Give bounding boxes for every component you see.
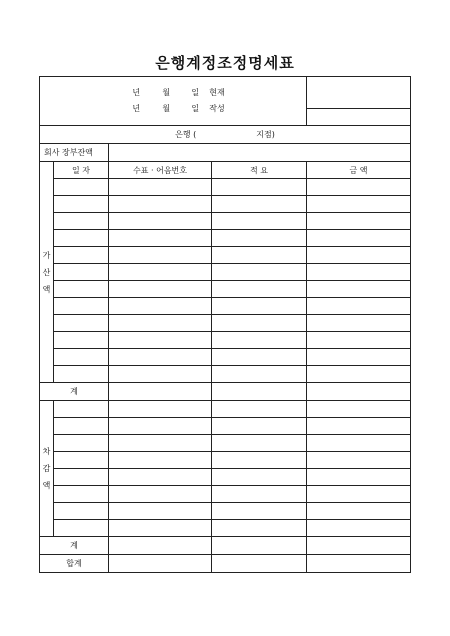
table-row xyxy=(40,298,411,315)
table-row xyxy=(40,520,411,537)
add-subtotal-label: 계 xyxy=(40,383,109,401)
table-row xyxy=(40,213,411,230)
col-description-header: 적 요 xyxy=(212,162,307,179)
deduct-section-label: 차 감 액 xyxy=(40,401,54,537)
reconciliation-form xyxy=(39,76,411,573)
table-row xyxy=(40,281,411,298)
table-row xyxy=(40,503,411,520)
table-row xyxy=(40,264,411,281)
form-title: 은행계정조정명세표 xyxy=(155,54,295,72)
date-line-current: 년 월 일 현재 xyxy=(132,88,225,97)
total-label: 합계 xyxy=(40,555,109,573)
table-row xyxy=(40,315,411,332)
table-row xyxy=(40,247,411,264)
table-row xyxy=(40,349,411,366)
add-subtotal-amount[interactable] xyxy=(307,383,411,401)
table-row xyxy=(40,179,411,196)
table-row xyxy=(40,452,411,469)
table-row xyxy=(40,332,411,349)
col-amount-header: 금 액 xyxy=(307,162,411,179)
bank-line: 은행 ( 지점) xyxy=(40,126,411,144)
deduct-subtotal-label: 계 xyxy=(40,537,109,555)
table-row xyxy=(40,366,411,383)
table-row xyxy=(40,230,411,247)
date-header-cell xyxy=(40,77,307,126)
table-row xyxy=(40,418,411,435)
col-check-header: 수표 · 어음번호 xyxy=(109,162,212,179)
company-balance-label: 회사 장부잔액 xyxy=(40,144,109,162)
company-balance-value[interactable] xyxy=(109,144,411,162)
table-row xyxy=(40,196,411,213)
add-section-label: 가 산 액 xyxy=(40,162,54,383)
deduct-subtotal-amount[interactable] xyxy=(307,537,411,555)
table-row xyxy=(40,486,411,503)
total-amount[interactable] xyxy=(307,555,411,573)
col-date-header: 일 자 xyxy=(54,162,109,179)
table-row xyxy=(40,435,411,452)
date-line-written: 년 월 일 작성 xyxy=(132,104,225,113)
table-row xyxy=(40,469,411,486)
approval-box[interactable] xyxy=(307,77,411,126)
